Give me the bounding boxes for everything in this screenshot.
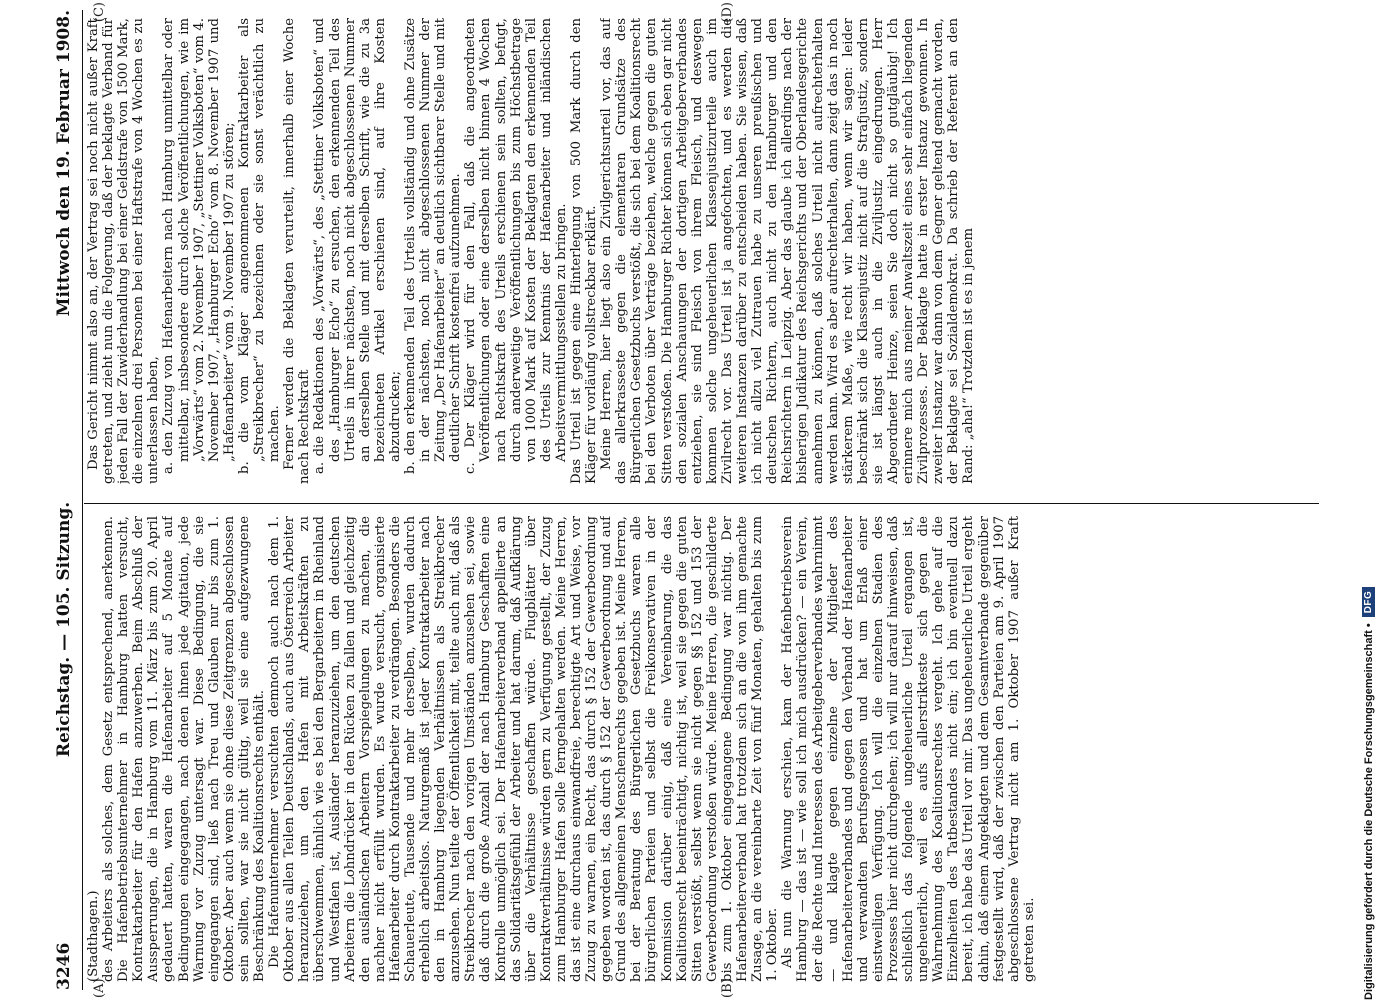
list-item: a. die Redaktionen des „Vorwärts“, des „Stettiner Volksboten“ und des „Hamburger Echo“ zu ersuchen, den erkennenden Teil des Urteils in ihrer nächsten, noch nicht abgeschlossenen Nummer an derselben Stelle und mit derselben Schrift, wie die zu 3a bezeichneten Artikel erschienen sind, auf ihre Kosten abzudrucken; — [312, 18, 403, 474]
digitization-footer — [1362, 587, 1375, 1000]
header-right-title: Mittwoch den 19. Februar 1908. — [54, 10, 74, 317]
right-middle: Ferner werden die Beklagten verurteilt, innerhalb einer Woche nach Rechtskraft — [282, 18, 313, 484]
right-after: Das Urteil ist gegen eine Hinterlegung von 500 Mark durch den Kläger für vorläufig vollstreckbar erklärt. — [569, 18, 600, 484]
right-column — [86, 18, 1316, 484]
page-number: 3246 — [54, 942, 74, 990]
list-item: c. Der Kläger wird für den Fall, daß die angeordneten Veröffentlichungen oder eine derselben nicht binnen 4 Wochen nach Rechtskraft des Urteils erschienen sein sollten, befugt, durch anderweitige Veröffentlichungen bis zum Höchstbetrage von 1000 Mark auf Kosten der Beklagten den erkennenden Teil des Urteils zur Kenntnis der Hafenarbeiter und inländischen Arbeitsvermittlungsstellen zu bringen. — [463, 18, 569, 474]
margin-mark-a: (A) — [92, 978, 107, 998]
list-item: a. den Zuzug von Hafenarbeitern nach Hamburg unmittelbar oder mittelbar, insbesondere durch solche Veröffentlichungen, wie im „Vorwärts“ vom 2. November 1907, „Stettiner Volksboten“ vom 4. November 1907, „Hamburger Echo“ vom 8. November 1907 und „Hafenarbeiter“ vom 9. November 1907 zu stören; — [161, 18, 237, 474]
column-divider — [84, 503, 1319, 504]
header-left-title: Reichstag. — 105. Sitzung. — [54, 501, 74, 758]
header-rule — [82, 10, 83, 990]
footer-text: Digitalisierung gefördert durch die Deutsche Forschungsgemeinschaft • — [1362, 623, 1375, 1000]
page-header — [50, 10, 78, 990]
right-paragraph: Meine Herren, hier liegt also ein Zivilgerichtsurteil vor, das auf das allerkrasseste gegen die elementaren Grundsätze des Bürgerlichen Gesetzbuchs verstößt, die sich bei dem Koalitionsrecht bei den Verboten über Verträge beziehen, welche gegen die guten Sitten verstoßen. Die Hamburger Richter können sich eben gar nicht den sozialen Anschauungen der dortigen Arbeitgeberverbandes entziehen, sie sind Fleisch von ihrem Fleisch, und deswegen kommen solche ungeheuerlichen Klassenjustizurteile auch im Zivilrecht vor. Das Urteil ist ja angefochten, und es werden die weiteren Instanzen darüber zu entscheiden haben. Sie wissen, daß ich nicht allzu viel Zutrauen habe zu unseren preußischen und deutschen Richtern, auch nicht zu den Hamburger und den Reichsrichtern in Leipzig. Aber das glaube ich allerdings nach der bisherigen Judikatur des Reichsgerichts und der Oberlandesgerichte annehmen zu können, daß solches Urteil nicht aufrechterhalten werden kann. Wird es aber aufrechterhalten, dann zeigt das in noch stärkerem Maße, wie recht wir haben, wenn wir sagen: leider beschränkt sich die Klassenjustiz nicht auf die Strafjustiz, sondern sie ist längst auch in die Ziviljustiz eingedrungen. Herr Abgeordneter Heinze, seien Sie doch nicht so gutgläubig! Ich erinnere mich aus meiner Anwaltszeit eines sehr einfach liegenden Zivilprozesses. Der Beklagte hatte in erster Instanz gewonnen. In zweiter Instanz war dann von dem Gegner geltend gemacht worden, der Beklagte sei Sozialdemokrat. Da schrieb der Referent an den Rand: „aha!“ Trotzdem ist es in jenem — [599, 18, 977, 484]
right-intro: Das Gericht nimmt also an, der Vertrag sei noch nicht außer Kraft getreten, und zieht nun die Folgerung, daß der beklagte Verband für jeden Fall der Zuwiderhandlung bei einer Geldstrafe von 1500 Mark, die einzelnen drei Personen bei einer Haftstrafe von 4 Wochen es zu unterlassen haben, — [86, 18, 162, 484]
left-paragraph: Die Hafenunternehmer versuchten demnoch auch nach dem 1. Oktober aus allen Teilen Deutschlands, auch aus Österreich Arbeiter heranzuziehen, um den Hafen mit Arbeitskräften zu überschwemmen, ähnlich wie es bei den Bergarbeitern in Rheinland und Westfalen ist, Ausländer heranzuziehen, um den deutschen Arbeitern die Lohndrücker in den Rücken zu fallen und gleichzeitig den ausländischen Arbeitern Vorspiegelungen zu machen, die nachher nicht erfüllt wurden. Es wurde versucht, organisierte Hafenarbeiter durch Kontraktarbeiter zu verdrängen. Besonders die Schauerleute, Tausende und mehr derselben, wurden dadurch erheblich arbeitslos. Naturgemäß ist jeder Kontraktarbeiter nach den in Hamburg liegenden Verhältnissen als Streikbrecher anzusehen. Nun teilte der Öffentlichkeit mit, teilte auch mit, daß als Streikbrecher nach den vorigen Umständen anzusehen sei, sowie daß durch die große Anzahl der nach Hamburg Geschafften eine Kontrolle unmöglich sei. Der Hafenarbeiterverband appellierte an das Solidaritätsgefühl der Arbeiter und hat darum, daß Aufklärung über die Verhältnisse geschaffen würde. Flugblätter über Kontraktverhältnisse würden gern zu Verfügung gestellt, der Zuzug zum Hamburger Hafen solle ferngehalten werden. Meine Herren, das ist eine durchaus einwandfreie, berechtigte Art und Weise, vor Zuzug zu warnen, ein Recht, das durch § 152 der Gewerbeordnung gegeben worden ist, das durch § 152 der Gewerbeordnung und auf Grund des allgemeinen Menschenrechts gegeben ist. Meine Herren, bei der Beratung des Bürgerlichen Gesetzbuchs waren alle bürgerlichen Parteien und selbst die Freikonservativen in der Kommission darüber einig, daß eine Vereinbarung, die das Koalitionsrecht beeinträchtigt, nichtig ist, weil sie gegen die guten Sitten verstößt, selbst wenn sie nicht gegen §§ 152 und 153 der Gewerbeordnung verstoßen würde. Meine Herren, die geschilderte bis zum 1. Oktober eingegangene Bedingung war nichtig. Der Hafenarbeiterverband hat trotzdem sich an die von ihm gemachte Zusage, an die vereinbarte Zeit von fünf Monaten, gehalten bis zum 1. Oktober. — [267, 516, 781, 982]
margin-mark-c: (C) — [92, 2, 107, 23]
left-paragraph: Als nun die Warnung erschien, kam der Hafenbetriebsverein Hamburg — das ist — wie soll ich mich ausdrücken? — ein Verein, der die Rechte und Interessen des Arbeitgeberverbandes wahrnimmt — und klagte gegen einzelne der Mitglieder des Hafenarbeiterverbandes und gegen den Verband der Hafenarbeiter und verwandten Berufsgenossen und hat um Erlaß einer einstweiligen Verfügung. Ich will die einzelnen Stadien des Prozesses hier nicht durchgehen; ich will nur darauf hinweisen, daß schließlich das folgende ungeheuerliche Urteil ergangen ist, ungeheuerlich, weil es aufs allerstrikteste sich gegen die Wahrnehmung des Koalitionsrechtes vergeht. Ich gehe auf die Einzelheiten des Tatbestandes nicht ein; ich bin eventuell dazu bereit, ich habe das Urteil vor mir. Das ungeheuerliche Urteil ergeht dahin, daß einem Angeklagten und dem Gesamtverbande gegenüber festgestellt wird, daß der zwischen den Parteien am 9. April 1907 abgeschlossene Vertrag nicht am 1. Oktober 1907 außer Kraft getreten sei. — [780, 516, 1037, 982]
list-item: b. den erkennenden Teil des Urteils vollständig und ohne Zusätze in der nächsten, noch nicht abgeschlossenen Nummer der Zeitung „Der Hafenarbeiter“ an deutlich sichtbarer Stelle und mit deutlicher Schrift kostenfrei aufzunehmen. — [402, 18, 464, 474]
dfg-logo: DFG — [1362, 587, 1375, 618]
left-column — [86, 516, 1316, 982]
margin-mark-b: (B) — [720, 978, 735, 998]
list-item: b. die vom Kläger angenommenen Kontraktarbeiter als „Streikbrecher“ zu bezeichnen oder sie sonst verächtlich zu machen. — [236, 18, 283, 474]
left-paragraph: des Arbeiters als solches, dem Gesetz entsprechend, anerkennen. Die Hafenbetriebsunternehmer in Hamburg hatten versucht, Kontraktarbeiter für den Hafen anzuwerben. Beim Abschluß der Aussperrungen, die in Hamburg vom 11. März bis zum 20. April gedauert hatten, waren die Hafenarbeiter auf 5 Monate auf Bedingungen eingegangen, nach denen ihnen jede Agitation, jede Warnung vor Zuzug untersagt war. Diese Bedingung, die sie eingegangen sind, ließ nach Treu und Glauben nur bis zum 1. Oktober. Aber auch wenn sie ohne diese Zeitgrenzen abgeschlossen sein sollten, war sie nicht gültig, weil sie eine aufgezwungene Beschränkung des Koalitionsrechts enthält. — [101, 516, 268, 982]
speaker-name: (Stadthagen.) — [86, 890, 101, 982]
margin-mark-d: (D) — [720, 2, 735, 23]
